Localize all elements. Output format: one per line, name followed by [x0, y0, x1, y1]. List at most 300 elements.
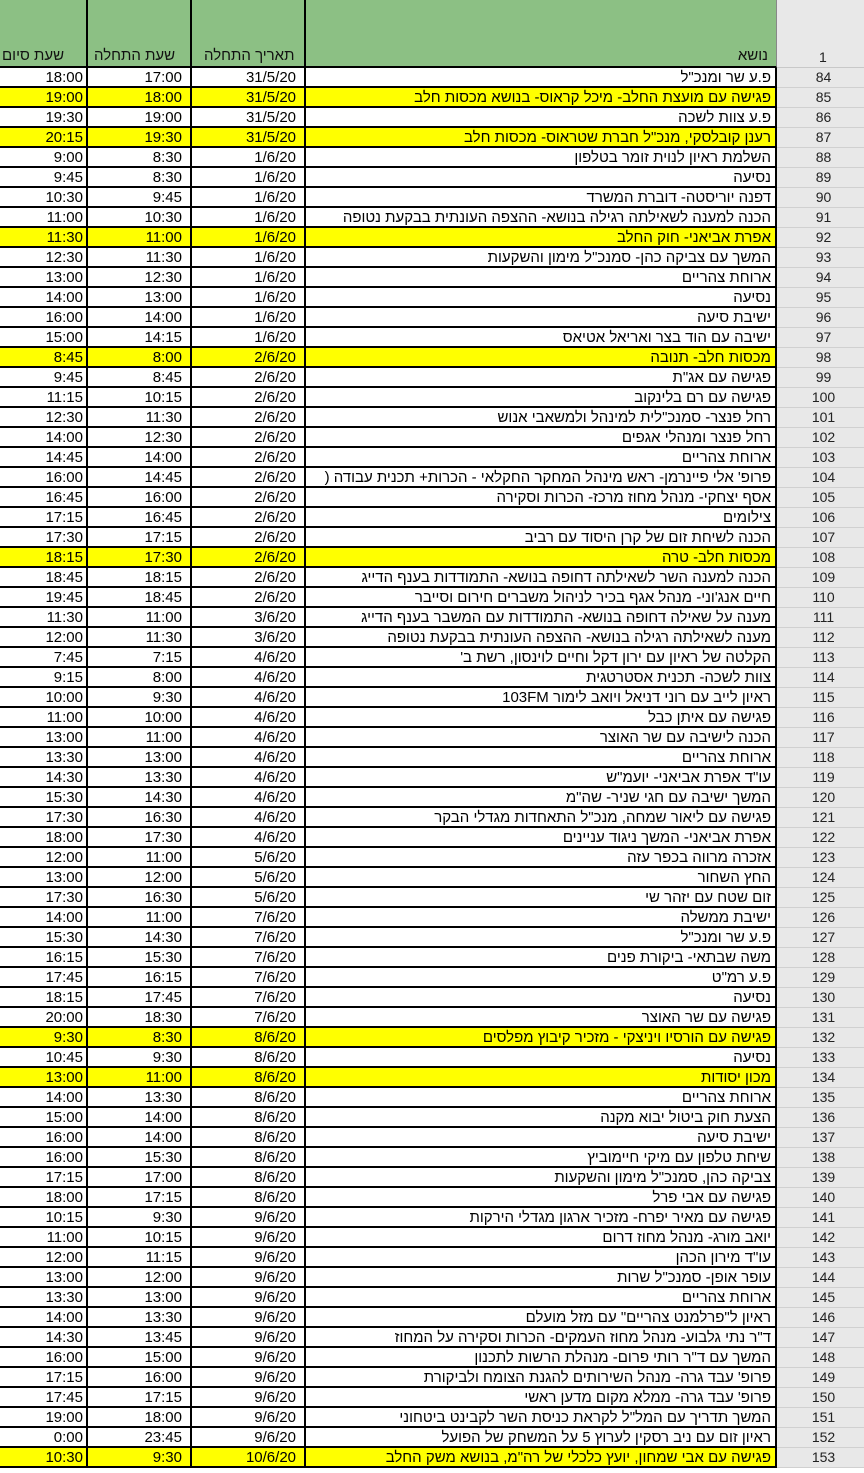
topic-cell[interactable]: פגישה עם אבי פרל: [306, 1188, 777, 1208]
end-time-cell[interactable]: 10:30: [0, 1448, 88, 1468]
row-number-cell[interactable]: 102: [777, 428, 864, 448]
end-time-cell[interactable]: 17:30: [0, 888, 88, 908]
topic-cell[interactable]: ארוחת צהריים: [306, 748, 777, 768]
start-date-cell[interactable]: 9/6/20: [192, 1228, 306, 1248]
row-number-cell[interactable]: 84: [777, 68, 864, 88]
start-time-cell[interactable]: 8:30: [88, 168, 192, 188]
topic-cell[interactable]: פ.ע שר ומנכ"ל: [306, 68, 777, 88]
start-time-cell[interactable]: 18:15: [88, 568, 192, 588]
row-number-cell[interactable]: 109: [777, 568, 864, 588]
start-time-cell[interactable]: 11:30: [88, 628, 192, 648]
start-date-cell[interactable]: 9/6/20: [192, 1388, 306, 1408]
end-time-cell[interactable]: 9:15: [0, 668, 88, 688]
start-date-cell[interactable]: 8/6/20: [192, 1068, 306, 1088]
end-time-cell[interactable]: 10:15: [0, 1208, 88, 1228]
topic-cell[interactable]: המשך תדריך עם המל"ל לקראת כניסת השר לקבינט ביטחוני: [306, 1408, 777, 1428]
start-date-cell[interactable]: 9/6/20: [192, 1428, 306, 1448]
topic-cell[interactable]: פ.ע רמ"ט: [306, 968, 777, 988]
row-number-cell[interactable]: 85: [777, 88, 864, 108]
topic-cell[interactable]: צוות לשכה- תכנית אסטרטגית: [306, 668, 777, 688]
row-number-cell[interactable]: 117: [777, 728, 864, 748]
start-time-cell[interactable]: 13:30: [88, 1308, 192, 1328]
topic-cell[interactable]: מכון יסודות: [306, 1068, 777, 1088]
start-date-cell[interactable]: 9/6/20: [192, 1248, 306, 1268]
row-number-cell[interactable]: 90: [777, 188, 864, 208]
row-number-cell[interactable]: 121: [777, 808, 864, 828]
topic-cell[interactable]: ארוחת צהריים: [306, 1288, 777, 1308]
topic-cell[interactable]: ישיבת סיעה: [306, 1128, 777, 1148]
start-time-cell[interactable]: 11:30: [88, 248, 192, 268]
topic-cell[interactable]: זום שטח עם יזהר שי: [306, 888, 777, 908]
topic-cell[interactable]: הצעת חוק ביטול יבוא מקנה: [306, 1108, 777, 1128]
end-time-cell[interactable]: 7:45: [0, 648, 88, 668]
end-time-cell[interactable]: 15:30: [0, 928, 88, 948]
start-time-cell[interactable]: 18:00: [88, 1408, 192, 1428]
row-number-cell[interactable]: 152: [777, 1428, 864, 1448]
start-date-cell[interactable]: 2/6/20: [192, 348, 306, 368]
start-time-cell[interactable]: 11:00: [88, 908, 192, 928]
end-time-cell[interactable]: 11:15: [0, 388, 88, 408]
start-date-cell[interactable]: 7/6/20: [192, 928, 306, 948]
topic-cell[interactable]: פגישה עם איתן כבל: [306, 708, 777, 728]
row-number-cell[interactable]: 114: [777, 668, 864, 688]
end-time-cell[interactable]: 18:45: [0, 568, 88, 588]
topic-cell[interactable]: הכנה לשיחת זום של קרן היסוד עם רביב: [306, 528, 777, 548]
start-time-cell[interactable]: 10:00: [88, 708, 192, 728]
start-time-cell[interactable]: 9:30: [88, 1048, 192, 1068]
end-time-cell[interactable]: 8:45: [0, 348, 88, 368]
start-time-cell[interactable]: 16:00: [88, 1368, 192, 1388]
topic-cell[interactable]: עופר אופן- סמנכ"ל שרות: [306, 1268, 777, 1288]
end-time-cell[interactable]: 13:30: [0, 1288, 88, 1308]
row-number-cell[interactable]: 87: [777, 128, 864, 148]
start-date-cell[interactable]: 5/6/20: [192, 868, 306, 888]
row-number-cell[interactable]: 89: [777, 168, 864, 188]
end-time-cell[interactable]: 20:00: [0, 1008, 88, 1028]
topic-cell[interactable]: עו"ד אפרת אביאני- יועמ"ש: [306, 768, 777, 788]
start-time-cell[interactable]: 12:00: [88, 868, 192, 888]
start-date-cell[interactable]: 2/6/20: [192, 528, 306, 548]
end-time-cell[interactable]: 16:00: [0, 1348, 88, 1368]
start-date-cell[interactable]: 10/6/20: [192, 1448, 306, 1468]
start-date-cell[interactable]: 31/5/20: [192, 68, 306, 88]
row-number-cell[interactable]: 123: [777, 848, 864, 868]
start-date-cell[interactable]: 4/6/20: [192, 768, 306, 788]
end-time-cell[interactable]: 13:00: [0, 268, 88, 288]
start-time-cell[interactable]: 17:00: [88, 1168, 192, 1188]
topic-cell[interactable]: הכנה לישיבה עם שר האוצר: [306, 728, 777, 748]
row-number-cell[interactable]: 112: [777, 628, 864, 648]
topic-cell[interactable]: אפרת אביאני- חוק החלב: [306, 228, 777, 248]
row-number-cell[interactable]: 119: [777, 768, 864, 788]
start-time-cell[interactable]: 17:15: [88, 1388, 192, 1408]
start-time-cell[interactable]: 8:30: [88, 148, 192, 168]
start-date-cell[interactable]: 2/6/20: [192, 388, 306, 408]
start-date-cell[interactable]: 2/6/20: [192, 368, 306, 388]
start-time-cell[interactable]: 17:30: [88, 548, 192, 568]
start-time-cell[interactable]: 14:00: [88, 1108, 192, 1128]
start-date-cell[interactable]: 8/6/20: [192, 1028, 306, 1048]
topic-cell[interactable]: ארוחת צהריים: [306, 268, 777, 288]
topic-cell[interactable]: אפרת אביאני- המשך ניגוד עניינים: [306, 828, 777, 848]
start-date-cell[interactable]: 4/6/20: [192, 748, 306, 768]
topic-cell[interactable]: ראיון ל"פרלמנט צהריים" עם מזל מועלם: [306, 1308, 777, 1328]
end-time-cell[interactable]: 9:45: [0, 368, 88, 388]
end-time-cell[interactable]: 14:00: [0, 288, 88, 308]
topic-cell[interactable]: פגישה עם שר האוצר: [306, 1008, 777, 1028]
start-date-cell[interactable]: 4/6/20: [192, 648, 306, 668]
end-time-cell[interactable]: 16:00: [0, 468, 88, 488]
end-time-cell[interactable]: 18:00: [0, 828, 88, 848]
start-time-cell[interactable]: 13:00: [88, 748, 192, 768]
start-time-cell[interactable]: 11:00: [88, 728, 192, 748]
end-time-cell[interactable]: 14:00: [0, 428, 88, 448]
row-number-cell[interactable]: 144: [777, 1268, 864, 1288]
start-time-cell[interactable]: 11:00: [88, 608, 192, 628]
start-date-cell[interactable]: 31/5/20: [192, 88, 306, 108]
topic-cell[interactable]: משה שבתאי- ביקורת פנים: [306, 948, 777, 968]
start-date-cell[interactable]: 1/6/20: [192, 188, 306, 208]
end-time-cell[interactable]: 15:00: [0, 1108, 88, 1128]
start-time-cell[interactable]: 14:30: [88, 928, 192, 948]
topic-cell[interactable]: ישיבת ממשלה: [306, 908, 777, 928]
topic-cell[interactable]: ישיבה עם הוד בצר ואריאל אטיאס: [306, 328, 777, 348]
start-time-cell[interactable]: 12:30: [88, 268, 192, 288]
start-time-cell[interactable]: 16:30: [88, 808, 192, 828]
row-number-cell[interactable]: 146: [777, 1308, 864, 1328]
row-number-cell[interactable]: 153: [777, 1448, 864, 1468]
start-date-cell[interactable]: 1/6/20: [192, 288, 306, 308]
start-date-cell[interactable]: 2/6/20: [192, 588, 306, 608]
topic-cell[interactable]: המשך עם צביקה כהן- סמנכ"ל מימון והשקעות: [306, 248, 777, 268]
topic-cell[interactable]: צביקה כהן, סמנכ"ל מימון והשקעות: [306, 1168, 777, 1188]
start-time-cell[interactable]: 19:30: [88, 128, 192, 148]
start-date-cell[interactable]: 1/6/20: [192, 208, 306, 228]
row-number-cell[interactable]: 137: [777, 1128, 864, 1148]
start-time-cell[interactable]: 7:15: [88, 648, 192, 668]
start-time-cell[interactable]: 13:00: [88, 288, 192, 308]
end-time-cell[interactable]: 18:15: [0, 548, 88, 568]
start-date-cell[interactable]: 4/6/20: [192, 668, 306, 688]
row-number-cell[interactable]: 122: [777, 828, 864, 848]
start-date-cell[interactable]: 5/6/20: [192, 888, 306, 908]
end-time-cell[interactable]: 19:30: [0, 108, 88, 128]
start-date-cell[interactable]: 4/6/20: [192, 688, 306, 708]
start-date-cell[interactable]: 9/6/20: [192, 1208, 306, 1228]
start-time-cell[interactable]: 9:45: [88, 188, 192, 208]
row-number-cell[interactable]: 140: [777, 1188, 864, 1208]
row-number-cell[interactable]: 135: [777, 1088, 864, 1108]
topic-cell[interactable]: פגישה עם מאיר יפרח- מזכיר ארגון מגדלי הירקות: [306, 1208, 777, 1228]
row-number-cell[interactable]: 99: [777, 368, 864, 388]
row-number-cell[interactable]: 136: [777, 1108, 864, 1128]
start-time-cell[interactable]: 9:30: [88, 1448, 192, 1468]
start-date-cell[interactable]: 1/6/20: [192, 228, 306, 248]
end-time-cell[interactable]: 14:30: [0, 1328, 88, 1348]
topic-cell[interactable]: נסיעה: [306, 288, 777, 308]
topic-cell[interactable]: עו"ד מירון הכהן: [306, 1248, 777, 1268]
topic-cell[interactable]: השלמת ראיון לנוית זומר בטלפון: [306, 148, 777, 168]
end-time-cell[interactable]: 11:30: [0, 228, 88, 248]
topic-cell[interactable]: פגישה עם ליאור שמחה, מנכ"ל התאחדות מגדלי הבקר: [306, 808, 777, 828]
end-time-cell[interactable]: 17:45: [0, 1388, 88, 1408]
end-time-cell[interactable]: 15:00: [0, 328, 88, 348]
topic-cell[interactable]: פגישה עם הורסיו ויניצקי - מזכיר קיבוץ מפלסים: [306, 1028, 777, 1048]
end-time-cell[interactable]: 16:00: [0, 1128, 88, 1148]
end-time-cell[interactable]: 14:30: [0, 768, 88, 788]
row-number-cell[interactable]: 118: [777, 748, 864, 768]
row-number-cell[interactable]: 94: [777, 268, 864, 288]
row-number-1[interactable]: [777, 0, 864, 68]
topic-cell[interactable]: חיים אנג'וני- מנהל אגף בכיר לניהול משברים חירום וסייבר: [306, 588, 777, 608]
topic-cell[interactable]: נסיעה: [306, 1048, 777, 1068]
start-time-cell[interactable]: 10:30: [88, 208, 192, 228]
start-time-cell[interactable]: 13:30: [88, 1088, 192, 1108]
row-number-cell[interactable]: 149: [777, 1368, 864, 1388]
end-time-cell[interactable]: 14:00: [0, 1308, 88, 1328]
row-number-cell[interactable]: 143: [777, 1248, 864, 1268]
end-time-cell[interactable]: 15:30: [0, 788, 88, 808]
start-date-cell[interactable]: 1/6/20: [192, 308, 306, 328]
row-number-cell[interactable]: 111: [777, 608, 864, 628]
start-date-cell[interactable]: 4/6/20: [192, 828, 306, 848]
start-time-cell[interactable]: 17:15: [88, 1188, 192, 1208]
topic-cell[interactable]: צילומים: [306, 508, 777, 528]
row-number-cell[interactable]: 105: [777, 488, 864, 508]
end-time-cell[interactable]: 17:15: [0, 1168, 88, 1188]
start-time-cell[interactable]: 11:30: [88, 408, 192, 428]
topic-cell[interactable]: הכנה למענה לשאילתה רגילה בנושא- ההצפה העונתית בבקעת נטופה: [306, 208, 777, 228]
end-time-cell[interactable]: 11:00: [0, 1228, 88, 1248]
end-time-cell[interactable]: 14:00: [0, 908, 88, 928]
topic-cell[interactable]: פרופ' עבד גרה- מנהל השירותים להגנת הצומח ולביקורת: [306, 1368, 777, 1388]
end-time-cell[interactable]: 13:30: [0, 748, 88, 768]
start-date-cell[interactable]: 7/6/20: [192, 908, 306, 928]
start-date-cell[interactable]: 1/6/20: [192, 268, 306, 288]
start-time-cell[interactable]: 19:00: [88, 108, 192, 128]
row-number-cell[interactable]: 145: [777, 1288, 864, 1308]
end-time-cell[interactable]: 13:00: [0, 1268, 88, 1288]
start-date-cell[interactable]: 1/6/20: [192, 328, 306, 348]
row-number-cell[interactable]: 127: [777, 928, 864, 948]
start-time-cell[interactable]: 15:00: [88, 1348, 192, 1368]
end-time-cell[interactable]: 11:30: [0, 608, 88, 628]
end-time-cell[interactable]: 16:00: [0, 308, 88, 328]
start-date-cell[interactable]: 9/6/20: [192, 1288, 306, 1308]
start-time-cell[interactable]: 8:45: [88, 368, 192, 388]
row-number-cell[interactable]: 110: [777, 588, 864, 608]
topic-cell[interactable]: הכנה למענה השר לשאילתה דחופה בנושא- התמודדות בענף הדייג: [306, 568, 777, 588]
row-number-cell[interactable]: 93: [777, 248, 864, 268]
start-date-cell[interactable]: 2/6/20: [192, 508, 306, 528]
row-number-cell[interactable]: 125: [777, 888, 864, 908]
start-date-cell[interactable]: 5/6/20: [192, 848, 306, 868]
topic-cell[interactable]: רחל פנצר ומנהלי אגפים: [306, 428, 777, 448]
start-time-cell[interactable]: 17:00: [88, 68, 192, 88]
start-date-cell[interactable]: 8/6/20: [192, 1148, 306, 1168]
end-time-cell[interactable]: 17:45: [0, 968, 88, 988]
end-time-cell[interactable]: 9:30: [0, 1028, 88, 1048]
row-number-cell[interactable]: 115: [777, 688, 864, 708]
topic-cell[interactable]: אזכרה מרווה בכפר עזה: [306, 848, 777, 868]
row-number-cell[interactable]: 103: [777, 448, 864, 468]
topic-cell[interactable]: פ.ע שר ומנכ"ל: [306, 928, 777, 948]
start-date-cell[interactable]: 1/6/20: [192, 148, 306, 168]
start-time-cell[interactable]: 9:30: [88, 688, 192, 708]
start-time-cell[interactable]: 11:00: [88, 228, 192, 248]
topic-cell[interactable]: המשך ישיבה עם חגי שניר- שה"מ: [306, 788, 777, 808]
row-number-cell[interactable]: 129: [777, 968, 864, 988]
header-end-time[interactable]: [0, 0, 88, 68]
end-time-cell[interactable]: 10:45: [0, 1048, 88, 1068]
start-date-cell[interactable]: 9/6/20: [192, 1408, 306, 1428]
row-number-cell[interactable]: 107: [777, 528, 864, 548]
start-date-cell[interactable]: 2/6/20: [192, 448, 306, 468]
row-number-cell[interactable]: 116: [777, 708, 864, 728]
end-time-cell[interactable]: 12:00: [0, 1248, 88, 1268]
start-date-cell[interactable]: 8/6/20: [192, 1088, 306, 1108]
row-number-cell[interactable]: 147: [777, 1328, 864, 1348]
topic-cell[interactable]: אסף יצחקי- מנהל מחוז מרכז- הכרות וסקירה: [306, 488, 777, 508]
start-time-cell[interactable]: 16:45: [88, 508, 192, 528]
start-time-cell[interactable]: 13:30: [88, 768, 192, 788]
start-date-cell[interactable]: 4/6/20: [192, 708, 306, 728]
topic-cell[interactable]: פגישה עם אג"ת: [306, 368, 777, 388]
end-time-cell[interactable]: 16:45: [0, 488, 88, 508]
start-date-cell[interactable]: 4/6/20: [192, 808, 306, 828]
end-time-cell[interactable]: 12:30: [0, 248, 88, 268]
topic-cell[interactable]: מכסות חלב- טרה: [306, 548, 777, 568]
start-time-cell[interactable]: 15:30: [88, 948, 192, 968]
end-time-cell[interactable]: 17:30: [0, 808, 88, 828]
end-time-cell[interactable]: 19:00: [0, 88, 88, 108]
row-number-cell[interactable]: 101: [777, 408, 864, 428]
topic-cell[interactable]: יואב מורג- מנהל מחוז דרום: [306, 1228, 777, 1248]
end-time-cell[interactable]: 14:00: [0, 1088, 88, 1108]
start-time-cell[interactable]: 10:15: [88, 388, 192, 408]
start-date-cell[interactable]: 1/6/20: [192, 168, 306, 188]
start-time-cell[interactable]: 14:00: [88, 308, 192, 328]
header-start-time[interactable]: [88, 0, 192, 68]
end-time-cell[interactable]: 18:00: [0, 1188, 88, 1208]
topic-cell[interactable]: פרופ' אלי פיינרמן- ראש מינהל המחקר החקלאי - הכרות+ תכנית עבודה (: [306, 468, 777, 488]
row-number-cell[interactable]: 104: [777, 468, 864, 488]
topic-cell[interactable]: פגישה עם מועצת החלב- מיכל קראוס- בנושא מכסות חלב: [306, 88, 777, 108]
row-number-cell[interactable]: 86: [777, 108, 864, 128]
start-date-cell[interactable]: 8/6/20: [192, 1128, 306, 1148]
start-date-cell[interactable]: 31/5/20: [192, 108, 306, 128]
row-number-cell[interactable]: 131: [777, 1008, 864, 1028]
start-time-cell[interactable]: 11:00: [88, 848, 192, 868]
end-time-cell[interactable]: 11:00: [0, 708, 88, 728]
topic-cell[interactable]: ד"ר נתי גלבוע- מנהל מחוז העמקים- הכרות וסקירה על המחוז: [306, 1328, 777, 1348]
start-time-cell[interactable]: 12:30: [88, 428, 192, 448]
end-time-cell[interactable]: 16:00: [0, 1148, 88, 1168]
start-date-cell[interactable]: 2/6/20: [192, 548, 306, 568]
start-time-cell[interactable]: 14:45: [88, 468, 192, 488]
topic-cell[interactable]: מענה לשאילתה רגילה בנושא- ההצפה העונתית בבקעת נטופה: [306, 628, 777, 648]
end-time-cell[interactable]: 20:15: [0, 128, 88, 148]
end-time-cell[interactable]: 17:30: [0, 528, 88, 548]
end-time-cell[interactable]: 13:00: [0, 728, 88, 748]
start-date-cell[interactable]: 7/6/20: [192, 988, 306, 1008]
end-time-cell[interactable]: 12:00: [0, 848, 88, 868]
row-number-cell[interactable]: 141: [777, 1208, 864, 1228]
start-time-cell[interactable]: 13:45: [88, 1328, 192, 1348]
row-number-cell[interactable]: 151: [777, 1408, 864, 1428]
end-time-cell[interactable]: 10:00: [0, 688, 88, 708]
end-time-cell[interactable]: 13:00: [0, 1068, 88, 1088]
start-time-cell[interactable]: 18:00: [88, 88, 192, 108]
row-number-cell[interactable]: 91: [777, 208, 864, 228]
row-number-cell[interactable]: 100: [777, 388, 864, 408]
topic-cell[interactable]: שיחת טלפון עם מיקי חיימוביץ: [306, 1148, 777, 1168]
start-time-cell[interactable]: 15:30: [88, 1148, 192, 1168]
start-time-cell[interactable]: 17:15: [88, 528, 192, 548]
end-time-cell[interactable]: 13:00: [0, 868, 88, 888]
end-time-cell[interactable]: 16:15: [0, 948, 88, 968]
row-number-cell[interactable]: 130: [777, 988, 864, 1008]
start-time-cell[interactable]: 12:00: [88, 1268, 192, 1288]
topic-cell[interactable]: נסיעה: [306, 168, 777, 188]
start-time-cell[interactable]: 16:30: [88, 888, 192, 908]
end-time-cell[interactable]: 9:00: [0, 148, 88, 168]
start-time-cell[interactable]: 18:45: [88, 588, 192, 608]
end-time-cell[interactable]: 0:00: [0, 1428, 88, 1448]
row-number-cell[interactable]: 120: [777, 788, 864, 808]
end-time-cell[interactable]: 12:00: [0, 628, 88, 648]
start-time-cell[interactable]: 23:45: [88, 1428, 192, 1448]
row-number-cell[interactable]: 97: [777, 328, 864, 348]
row-number-cell[interactable]: 128: [777, 948, 864, 968]
header-start-date[interactable]: [192, 0, 306, 68]
start-date-cell[interactable]: 1/6/20: [192, 248, 306, 268]
start-date-cell[interactable]: 2/6/20: [192, 468, 306, 488]
end-time-cell[interactable]: 17:15: [0, 508, 88, 528]
topic-cell[interactable]: ראיון לייב עם רוני דניאל ויואב לימור 103FM: [306, 688, 777, 708]
end-time-cell[interactable]: 18:15: [0, 988, 88, 1008]
row-number-cell[interactable]: 95: [777, 288, 864, 308]
start-time-cell[interactable]: 18:30: [88, 1008, 192, 1028]
start-date-cell[interactable]: 2/6/20: [192, 428, 306, 448]
row-number-cell[interactable]: 142: [777, 1228, 864, 1248]
row-number-cell[interactable]: 106: [777, 508, 864, 528]
topic-cell[interactable]: ארוחת צהריים: [306, 1088, 777, 1108]
row-number-cell[interactable]: 108: [777, 548, 864, 568]
topic-cell[interactable]: דפנה יוריסטה- דוברת המשרד: [306, 188, 777, 208]
row-number-cell[interactable]: 139: [777, 1168, 864, 1188]
topic-cell[interactable]: פגישה עם רם בלינקוב: [306, 388, 777, 408]
row-number-cell[interactable]: 92: [777, 228, 864, 248]
start-date-cell[interactable]: 9/6/20: [192, 1308, 306, 1328]
row-number-cell[interactable]: 124: [777, 868, 864, 888]
start-date-cell[interactable]: 9/6/20: [192, 1368, 306, 1388]
topic-cell[interactable]: החץ השחור: [306, 868, 777, 888]
topic-cell[interactable]: המשך עם ד"ר רותי פרום- מנהלת הרשות לתכנון: [306, 1348, 777, 1368]
start-time-cell[interactable]: 8:00: [88, 348, 192, 368]
start-date-cell[interactable]: 2/6/20: [192, 488, 306, 508]
start-date-cell[interactable]: 8/6/20: [192, 1108, 306, 1128]
row-number-cell[interactable]: 96: [777, 308, 864, 328]
row-number-cell[interactable]: 98: [777, 348, 864, 368]
start-time-cell[interactable]: 14:00: [88, 448, 192, 468]
topic-cell[interactable]: הקלטה של ראיון עם ירון דקל וחיים לוינסון, רשת ב': [306, 648, 777, 668]
topic-cell[interactable]: ראיון זום עם ניב רסקין לערוץ 5 על המשחק של הפועל: [306, 1428, 777, 1448]
start-time-cell[interactable]: 13:00: [88, 1288, 192, 1308]
row-number-cell[interactable]: 148: [777, 1348, 864, 1368]
row-number-cell[interactable]: 138: [777, 1148, 864, 1168]
start-date-cell[interactable]: 9/6/20: [192, 1328, 306, 1348]
